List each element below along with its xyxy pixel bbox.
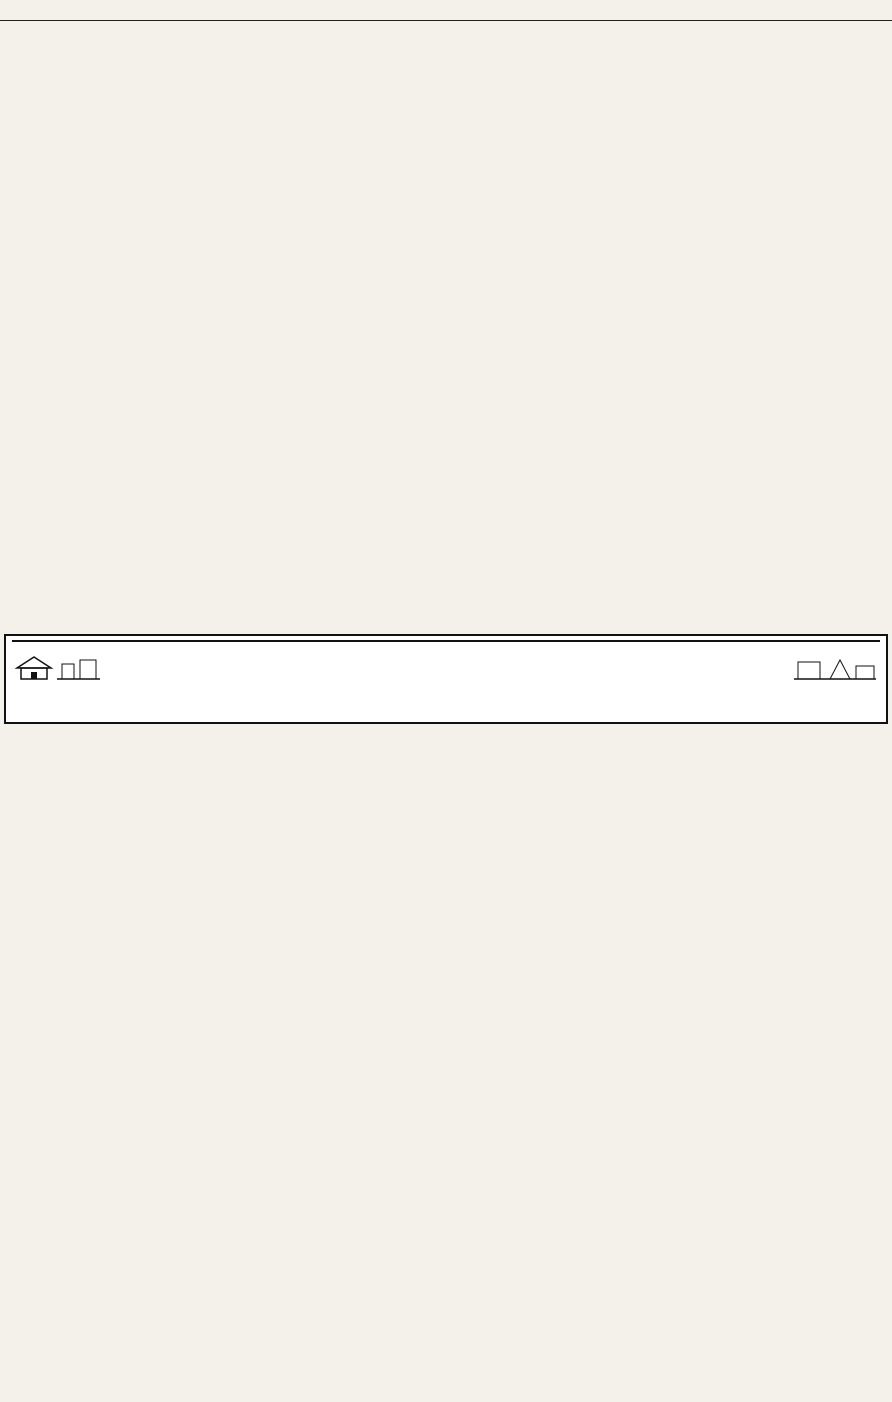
house-illustration — [12, 654, 102, 680]
help-wanted-section — [4, 22, 888, 630]
deadlines-bar — [12, 640, 880, 645]
home-service-guide-banner — [4, 634, 888, 724]
page-header — [0, 0, 892, 21]
service-guide-listings — [4, 726, 888, 1398]
tools-illustration — [790, 654, 880, 680]
